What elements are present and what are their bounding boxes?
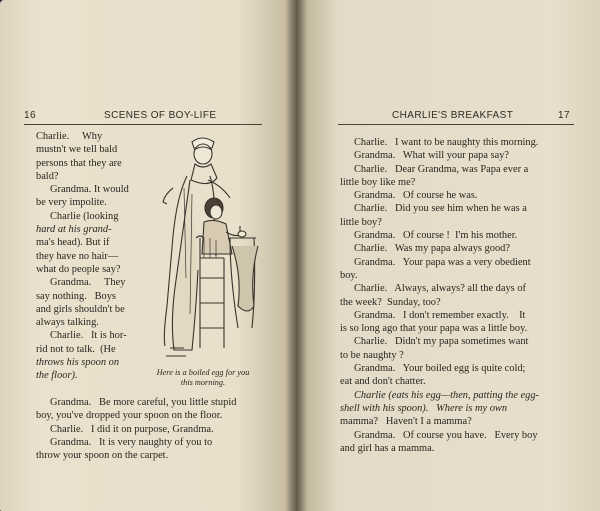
text-line: boy. [340, 269, 358, 281]
text-line: say nothing. Boys [36, 290, 116, 302]
text-line: persons that they are [36, 157, 122, 169]
text-line: little boy? [340, 216, 382, 228]
text-line: eat and don't chatter. [340, 376, 426, 388]
left-full-width-text [36, 396, 276, 462]
text-line: Grandma. What will your papa say? [354, 150, 510, 162]
left-page-number: 16 [24, 110, 36, 121]
text-line: Charlie. Did you see him when he was a [354, 203, 527, 215]
text-line: rid not to talk. (He [36, 343, 116, 355]
caption-line: Here is a boiled egg for you [156, 368, 250, 377]
text-line: be very impolite. [36, 197, 107, 209]
text-line: Charlie. Why [36, 131, 103, 142]
text-line: boy, you've dropped your spoon on the floor. [36, 410, 223, 422]
text-line: they have no hair— [36, 250, 119, 262]
text-line: to be naughty ? [340, 349, 404, 361]
text-line: mustn't we tell bald [36, 144, 118, 156]
text-line: Charlie. Dear Grandma, was Papa ever a [354, 163, 529, 175]
text-line: Charlie. Didn't my papa sometimes want [354, 336, 529, 348]
text-line: hard at his grand- [36, 224, 112, 236]
text-line: is so long ago that your papa was a little boy. [340, 323, 528, 335]
text-line: Grandma. It is very naughty of you to [50, 436, 213, 448]
text-line: and girls shouldn't be [36, 303, 125, 315]
text-line: bald? [36, 170, 59, 182]
text-line: throw your spoon on the carpet. [36, 450, 169, 462]
text-line: Grandma. Be more careful, you little stupid [50, 397, 237, 408]
text-line: Grandma. Of course you have. Every boy [354, 429, 538, 441]
text-line: Charlie. It is hor- [50, 330, 127, 342]
text-line: the floor). [36, 370, 78, 382]
text-line: Grandma. Of course ! I'm his mother. [354, 230, 518, 242]
left-page [0, 0, 296, 511]
text-line: and girl has a mamma. [340, 442, 435, 454]
text-line: Charlie (eats his egg—then, patting the egg- [354, 389, 539, 401]
text-line: Charlie. Always, always? all the days of [354, 283, 526, 295]
text-line: Grandma. I don't remember exactly. It [354, 309, 526, 321]
caption-line: this morning. [180, 378, 226, 387]
right-page-text [340, 136, 588, 455]
text-line: Grandma. Your papa was a very obedient [354, 256, 531, 268]
header-rule [24, 124, 262, 125]
right-page-number: 17 [558, 110, 570, 121]
text-line: throws his spoon on [36, 357, 120, 369]
text-line: mamma? Haven't I a mamma? [340, 416, 472, 428]
grandma-and-boy-illustration [140, 128, 260, 368]
right-running-head: CHARLIE'S BREAKFAST [392, 110, 514, 121]
text-line: Charlie. Was my papa always good? [354, 243, 510, 255]
text-line: the week? Sunday, too? [340, 296, 441, 308]
text-line: Grandma. They [50, 277, 126, 289]
text-line: Grandma. Of course he was. [354, 190, 478, 202]
text-line: Charlie. I want to be naughty this morning. [354, 137, 539, 148]
text-line: what do people say? [36, 263, 121, 275]
text-line: Charlie (looking [50, 210, 119, 222]
text-line: Grandma. Your boiled egg is quite cold; [354, 363, 526, 375]
illustration-caption [140, 368, 266, 388]
text-line: Charlie. I did it on purpose, Grandma. [50, 423, 214, 435]
text-line: Grandma. It would [50, 184, 129, 196]
book-gutter [286, 0, 306, 511]
text-line: little boy like me? [340, 176, 416, 188]
text-line: always talking. [36, 317, 99, 329]
left-column-text [36, 130, 136, 383]
text-line: ma's head). But if [36, 237, 110, 249]
text-line: shell with his spoon). Where is my own [340, 402, 508, 414]
left-running-head: SCENES OF BOY-LIFE [104, 110, 217, 121]
right-page [296, 0, 600, 511]
header-rule [338, 124, 574, 125]
